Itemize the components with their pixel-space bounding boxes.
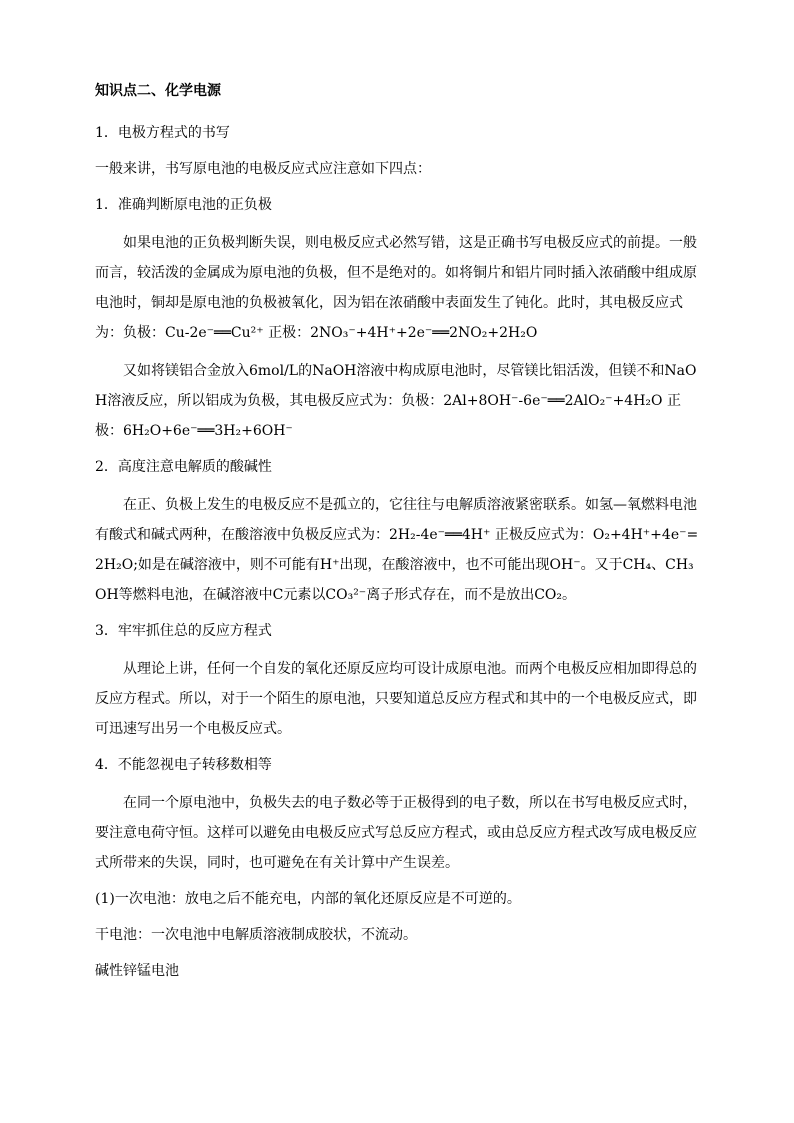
point-1-p2-pos-eq: 6H₂O+6e⁻══3H₂+6OH⁻	[123, 423, 293, 439]
point-3-paragraph: 从理论上讲，任何一个自发的氧化还原反应均可设计成原电池。而两个电极反应相加即得总的反应方程式。所以，对于一个陌生的原电池，只要知道总反应方程式和其中的一个电极反应式，即可迅速写出另一个电极反应式。	[95, 661, 697, 737]
point-1-p2-pos-label: 正极：	[95, 393, 681, 439]
section-1-title: 1．电极方程式的书写	[95, 125, 230, 141]
point-1-title: 1．准确判断原电池的正负极	[95, 197, 272, 213]
point-4-paragraph: 在同一个原电池中，负极失去的电子数必等于正极得到的电子数，所以在书写电极反应式时，要注意电荷守恒。这样可以避免由电极反应式写总反应方程式，或由总反应方程式改写成电极反应式所带来的失误，同时，也可避免在有关计算中产生误差。	[95, 795, 697, 871]
point-1-p1-neg-label: 负极：	[123, 325, 165, 341]
section-heading: 知识点二、化学电源	[95, 83, 221, 99]
point-1-p1-pos-eq: 2NO₃⁻+4H⁺+2e⁻══2NO₂+2H₂O	[310, 325, 538, 341]
point-1-p2-text: 又如将镁铝合金放入6mol/L的NaOH溶液中构成原电池时，尽管镁比铝活泼，但镁不和NaOH溶液反应，所以铝成为负极，其电极反应式为：	[95, 363, 697, 409]
point-2-title: 2．高度注意电解质的酸碱性	[95, 459, 272, 475]
point-1-p2-neg-label: 负极：	[401, 393, 444, 409]
alkaline-battery-heading: 碱性锌锰电池	[95, 963, 179, 979]
point-2-paragraph: 在正、负极上发生的电极反应不是孤立的，它往往与电解质溶液紧密联系。如氢—氧燃料电池有酸式和碱式两种，在酸溶液中负极反应式为：2H₂-4e⁻══4H⁺ 正极反应式为：O₂+4H⁺+4e⁻=2H₂O;如是在碱溶液中，则不可能有H⁺出现，在酸溶液中，也不可能出现OH⁻。又于CH₄、CH₃OH等燃料电池，在碱溶液中C元素以CO₃²⁻离子形式存在，而不是放出CO₂。	[95, 497, 699, 603]
point-1-paragraph-1	[95, 228, 700, 348]
point-1-p1-text: 如果电池的正负极判断失误，则电极反应式必然写错，这是正确书写电极反应式的前提。一般而言，较活泼的金属成为原电池的负极，但不是绝对的。如将铜片和铝片同时插入浓硝酸中组成原电池时，铜却是原电池的负极被氧化，因为铝在浓硝酸中表面发生了钝化。此时，其电极反应式为：	[95, 235, 697, 341]
intro-text: 一般来讲，书写原电池的电极反应式应注意如下四点：	[95, 161, 431, 177]
document-page	[95, 76, 700, 986]
dry-cell-text: 干电池：一次电池中电解质溶液制成胶状，不流动。	[95, 927, 417, 943]
primary-battery-text: (1)一次电池：放电之后不能充电，内部的氧化还原反应是不可逆的。	[95, 891, 521, 907]
point-1-p2-neg-eq: 2Al+8OH⁻-6e⁻══2AlO₂⁻+4H₂O	[443, 393, 663, 409]
point-4-title: 4．不能忽视电子转移数相等	[95, 757, 272, 773]
point-1-paragraph-2	[95, 356, 700, 446]
point-3-title: 3．牢牢抓住总的反应方程式	[95, 623, 272, 639]
point-1-p1-neg-eq: Cu-2e⁻══Cu²⁺	[165, 325, 264, 341]
point-1-p1-pos-label: 正极：	[268, 325, 311, 341]
